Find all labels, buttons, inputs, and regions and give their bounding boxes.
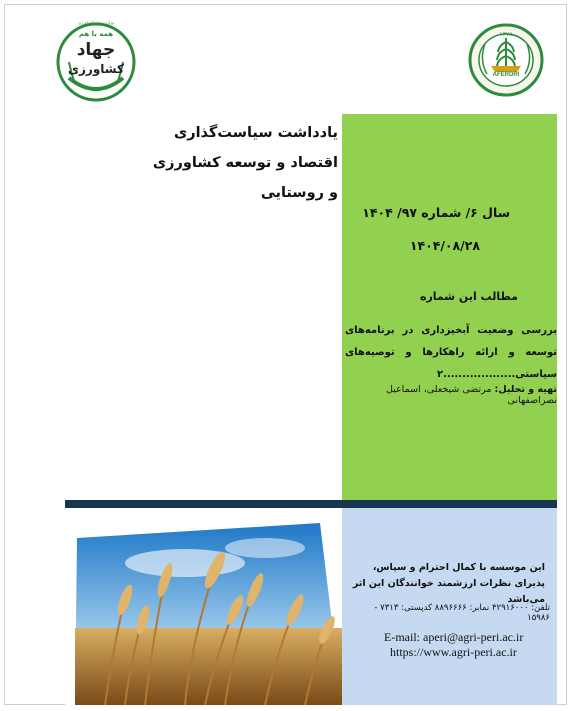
authors-label: تهیه و تحلیل:: [494, 384, 557, 395]
contents-heading: مطالب این شماره: [419, 290, 518, 303]
issue-line: سال ۶/ شماره ۹۷/ ۱۴۰۴: [362, 205, 510, 220]
logo-year: ۱۳۷۸: [499, 31, 513, 38]
feedback-message: این موسسه با کمال احترام و سپاس، پذیرای نظرات ارزشمند خوانندگان این اثر می‌باشد: [352, 562, 545, 605]
divider-bar: [65, 500, 557, 508]
page-title: یادداشت سیاست‌گذاری اقتصاد و توسعه کشاورزی و روستایی: [152, 125, 338, 201]
wheat-field-photo: [65, 508, 342, 705]
authors-line: [345, 384, 557, 406]
authors-names: مرتضی شیخعلی، اسماعیل نصراصفهانی: [385, 384, 557, 406]
green-info-panel: [342, 114, 557, 500]
phone-fax-postal-line: تلفن: ۴۲۹۱۶۰۰۰ نمابر: ۸۸۹۶۶۶۶ کدپستی: ۷۳۱۳ - ۱۵۹۸۶: [374, 603, 550, 623]
website-link[interactable]: https://www.agri-peri.ac.ir: [390, 645, 517, 659]
email-link[interactable]: E-mail: aperi@agri-peri.ac.ir: [384, 630, 524, 644]
article-title-link[interactable]: بررسی وضعیت آبخیزداری در برنامه‌های توسعه و ارائه راهکارها و توصیه‌های سیاستی...................۲: [345, 325, 557, 380]
logo-name-line1: جهاد: [76, 40, 116, 60]
logo-acronym: AFERDRI: [492, 72, 520, 78]
email-line[interactable]: [384, 630, 523, 645]
date-line: ۱۴۰۴/۰۸/۲۸: [409, 238, 480, 253]
aferdri-logo: [465, 22, 547, 98]
logo-small-text: وزارت جهاد کشاورزی: [77, 20, 115, 25]
jahad-keshavarzi-logo: [55, 22, 137, 102]
logo-name-line2: کشاورزی: [68, 62, 124, 76]
logo-top-text: همه با هم: [78, 30, 114, 38]
website-line[interactable]: [390, 645, 517, 660]
